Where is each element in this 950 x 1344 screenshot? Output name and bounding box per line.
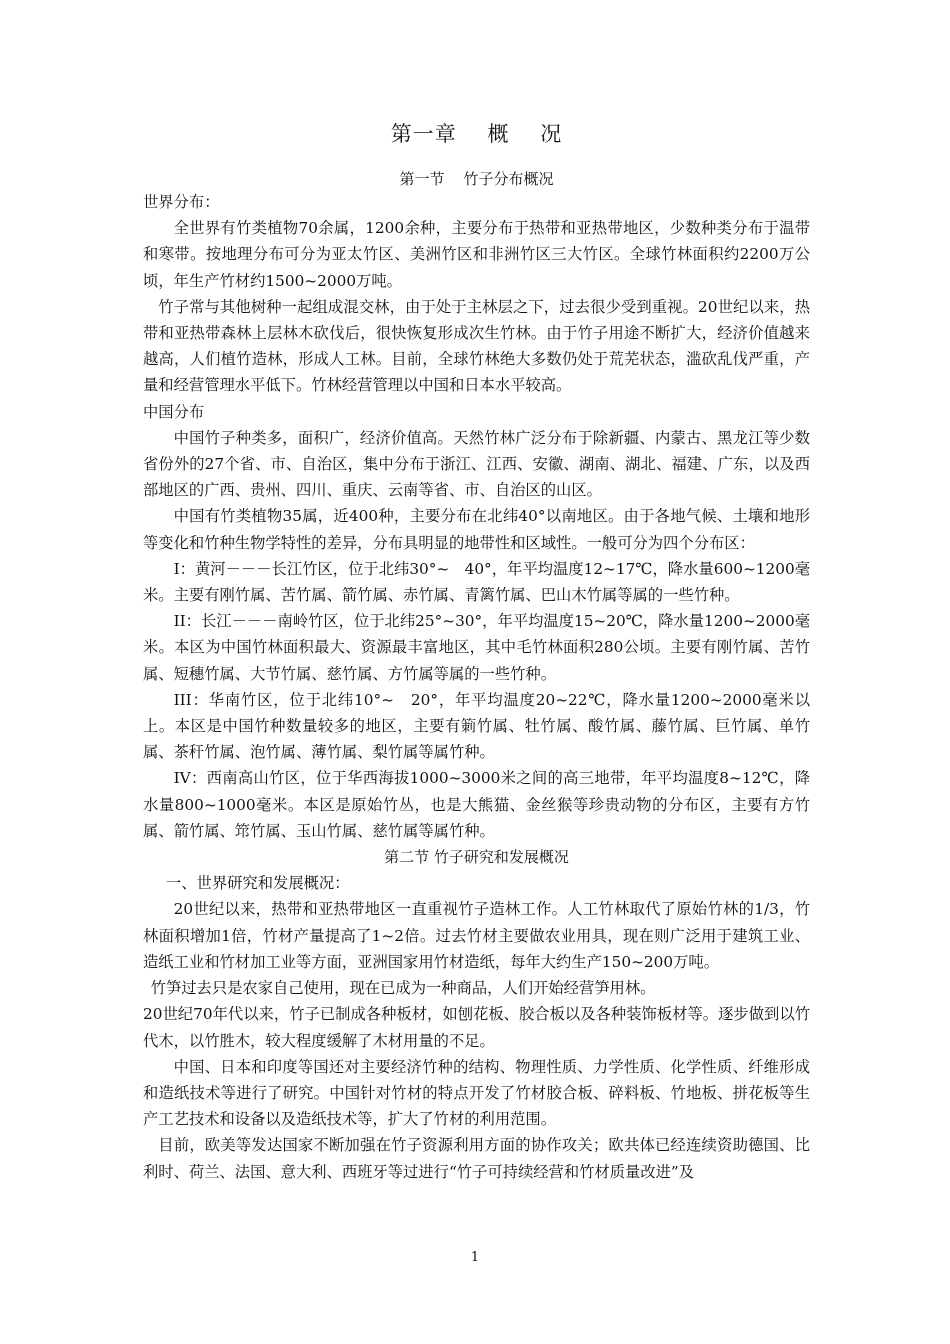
section-title: 第二节 竹子研究和发展概况	[384, 848, 569, 867]
china-distribution-heading: 中国分布	[143, 402, 205, 421]
paragraph: 竹笋过去只是农家自己使用，现在已成为一种商品，人们开始经营笋用林。	[150, 979, 656, 998]
paragraph: 竹子常与其他树种一起组成混交林，由于处于主林层之下，过去很少受到重视。20世纪以来，热带和亚热带森林上层林木砍伐后，很快恢复形成次生竹林。由于竹子用途不断扩大，经济价值越来越高，人们植竹造林，形成人工林。目前，全球竹林绝大多数仍处于荒芜状态，滥砍乱伐严重，产量和经营管理水平低下。竹林经营管理以中国和日本水平较高。	[143, 297, 810, 395]
document-body	[143, 189, 810, 1185]
section-title: 第一节 竹子分布概况	[399, 170, 554, 188]
paragraph: 目前，欧美等发达国家不断加强在竹子资源利用方面的协作攻关；欧共体已经连续资助德国、比利时、荷兰、法国、意大利、西班牙等过进行“竹子可持续经营和竹材质量改进”及	[143, 1136, 810, 1181]
paragraph: 20世纪以来，热带和亚热带地区一直重视竹子造林工作。人工竹林取代了原始竹林的1/3，竹林面积增加1倍，竹材产量提高了1~2倍。过去竹材主要做农业用具，现在则广泛用于建筑工业、造纸工业和竹材加工业等方面，亚洲国家用竹材造纸，每年大约生产150~200万吨。	[143, 900, 810, 971]
paragraph: 中国、日本和印度等国还对主要经济竹种的结构、物理性质、力学性质、化学性质、纤维形成和造纸技术等进行了研究。中国针对竹材的特点开发了竹材胶合板、碎料板、竹地板、拼花板等生产工艺技术和设备以及造纸技术等，扩大了竹材的利用范围。	[143, 1057, 810, 1129]
region-paragraph: II：长江－－－南岭竹区，位于北纬25°~30°，年平均温度15~20℃，降水量1200~2000毫米。本区为中国竹林面积最大、资源最丰富地区，其中毛竹林面积280公顷。主要有刚竹属、苦竹属、短穗竹属、大节竹属、慈竹属、方竹属等属的一些竹种。	[143, 612, 810, 683]
paragraph: 全世界有竹类植物70余属，1200余种，主要分布于热带和亚热带地区，少数种类分布于温带和寒带。按地理分布可分为亚太竹区、美洲竹区和非洲竹区三大竹区。全球竹林面积约2200万公顷，年生产竹材约1500~2000万吨。	[143, 219, 810, 290]
chapter-title: 第一章 概 况	[390, 122, 563, 146]
world-distribution-heading: 世界分布：	[143, 193, 220, 211]
region-paragraph: III：华南竹区，位于北纬10°~ 20°，年平均温度20~22℃，降水量1200~2000毫米以上。本区是中国竹种数量较多的地区，主要有箣竹属、牡竹属、酸竹属、藤竹属、巨竹属、单竹属、茶秆竹属、泡竹属、薄竹属、梨竹属等属竹种。	[143, 690, 810, 762]
paragraph: 中国竹子种类多，面积广，经济价值高。天然竹林广泛分布于除新疆、内蒙古、黑龙江等少数省份外的27个省、市、自治区，集中分布于浙江、江西、安徽、湖南、湖北、福建、广东，以及西部地区的广西、贵州、四川、重庆、云南等省、市、自治区的山区。	[143, 428, 810, 500]
region-paragraph: I：黄河－－－长江竹区，位于北纬30°~ 40°，年平均温度12~17℃，降水量600~1200毫米。主要有刚竹属、苦竹属、箭竹属、赤竹属、青篱竹属、巴山木竹属等属的一些竹种。	[143, 559, 810, 605]
research-heading: 一、世界研究和发展概况：	[165, 874, 350, 893]
paragraph: 20世纪70年代以来，竹子已制成各种板材，如刨花板、胶合板以及各种装饰板材等。逐步做到以竹代木，以竹胜木，较大程度缓解了木材用量的不足。	[143, 1005, 810, 1050]
region-paragraph: IV：西南高山竹区，位于华西海拔1000~3000米之间的高三地带，年平均温度8~12℃，降水量800~1000毫米。本区是原始竹丛，也是大熊猫、金丝猴等珍贵动物的分布区，主要有方竹属、箭竹属、筇竹属、玉山竹属、慈竹属等属竹种。	[143, 769, 810, 840]
paragraph: 中国有竹类植物35属，近400种，主要分布在北纬40°以南地区。由于各地气候、土壤和地形等变化和竹种生物学特性的差异，分布具明显的地带性和区域性。一般可分为四个分布区：	[143, 507, 810, 552]
page-number: 1	[470, 1250, 480, 1265]
